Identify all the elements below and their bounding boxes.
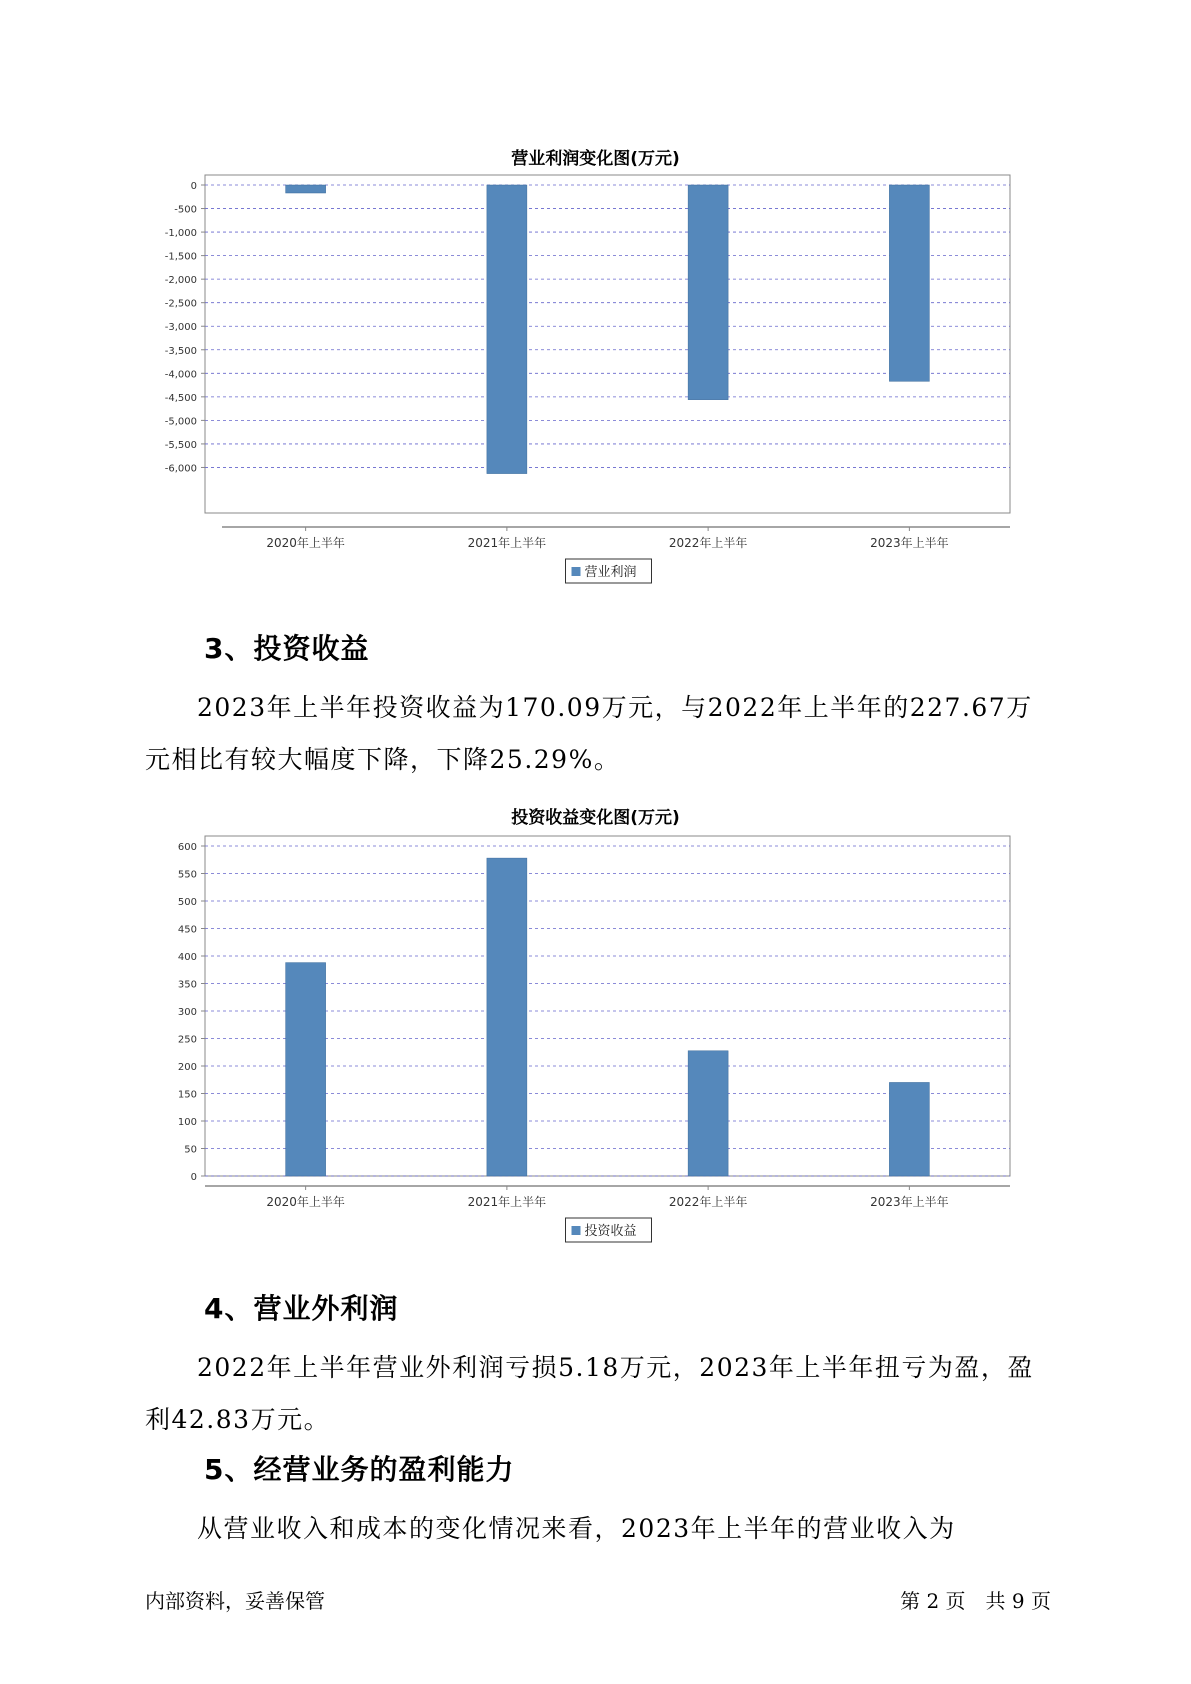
section-5-heading: 5、经营业务的盈利能力	[204, 1453, 515, 1486]
y-tick-label: 350	[177, 979, 197, 991]
y-tick-label: -4,500	[164, 392, 197, 404]
bar	[688, 1051, 728, 1176]
legend-swatch	[572, 1226, 581, 1235]
legend-swatch	[572, 567, 581, 576]
y-tick-label: 300	[177, 1007, 197, 1018]
x-tick-label: 2023年上半年	[870, 536, 949, 550]
section-3-paragraph: 2023年上半年投资收益为170.09万元，与2022年上半年的227.67万元相比有较大幅度下降，下降25.29%。	[145, 693, 1033, 774]
x-tick-label: 2022年上半年	[668, 536, 748, 550]
x-tick-label: 2021年上半年	[467, 536, 547, 550]
chart-1-title: 营业利润变化图(万元)	[511, 149, 680, 169]
x-tick-label: 2020年上半年	[266, 536, 345, 550]
y-tick-label: 0	[190, 181, 197, 192]
bar	[889, 185, 929, 381]
y-tick-label: -2,500	[164, 298, 197, 310]
y-tick-label: -2,000	[164, 275, 197, 287]
footer-left: 内部资料，妥善保管	[145, 1589, 325, 1613]
bar	[286, 963, 326, 1176]
y-tick-label: 50	[184, 1144, 197, 1156]
bar	[286, 185, 326, 193]
x-tick-label: 2022年上半年	[668, 1195, 748, 1209]
operating-profit-chart	[0, 165, 1191, 595]
y-tick-label: -1,000	[164, 228, 197, 240]
y-tick-label: 150	[177, 1089, 197, 1101]
y-tick-label: 250	[177, 1034, 197, 1046]
y-tick-label: -4,000	[164, 369, 197, 381]
y-tick-label: -500	[174, 204, 197, 216]
section-5-paragraph: 从营业收入和成本的变化情况来看，2023年上半年的营业收入为	[197, 1514, 956, 1543]
y-tick-label: -5,000	[164, 416, 197, 428]
y-tick-label: 100	[177, 1117, 197, 1128]
bar	[889, 1082, 929, 1176]
y-tick-label: 600	[177, 842, 197, 853]
x-tick-label: 2020年上半年	[266, 1195, 345, 1209]
y-tick-label: 550	[177, 869, 197, 881]
bar	[688, 185, 728, 400]
y-tick-label: 0	[190, 1172, 197, 1183]
investment-income-chart	[0, 830, 1191, 1250]
x-tick-label: 2021年上半年	[467, 1195, 547, 1209]
bar	[487, 858, 527, 1176]
legend-label: 营业利润	[584, 565, 637, 580]
y-tick-label: -5,500	[164, 439, 197, 451]
legend-label: 投资收益	[584, 1224, 637, 1239]
y-tick-label: -1,500	[164, 251, 197, 263]
bar	[487, 185, 527, 474]
section-4-heading: 4、营业外利润	[204, 1292, 399, 1325]
y-tick-label: -6,000	[164, 463, 197, 475]
footer-page-number: 第 2 页 共 9 页	[900, 1589, 1051, 1613]
y-tick-label: 500	[177, 897, 197, 908]
section-3-heading: 3、投资收益	[204, 632, 370, 665]
y-tick-label: 200	[177, 1062, 197, 1073]
y-tick-label: -3,000	[164, 322, 197, 334]
chart-2-title: 投资收益变化图(万元)	[511, 808, 680, 828]
y-tick-label: 400	[177, 952, 197, 963]
section-4-paragraph: 2022年上半年营业外利润亏损5.18万元，2023年上半年扭亏为盈，盈利42.83万元。	[145, 1353, 1034, 1434]
y-tick-label: 450	[177, 924, 197, 936]
x-tick-label: 2023年上半年	[870, 1195, 949, 1209]
y-tick-label: -3,500	[164, 345, 197, 357]
